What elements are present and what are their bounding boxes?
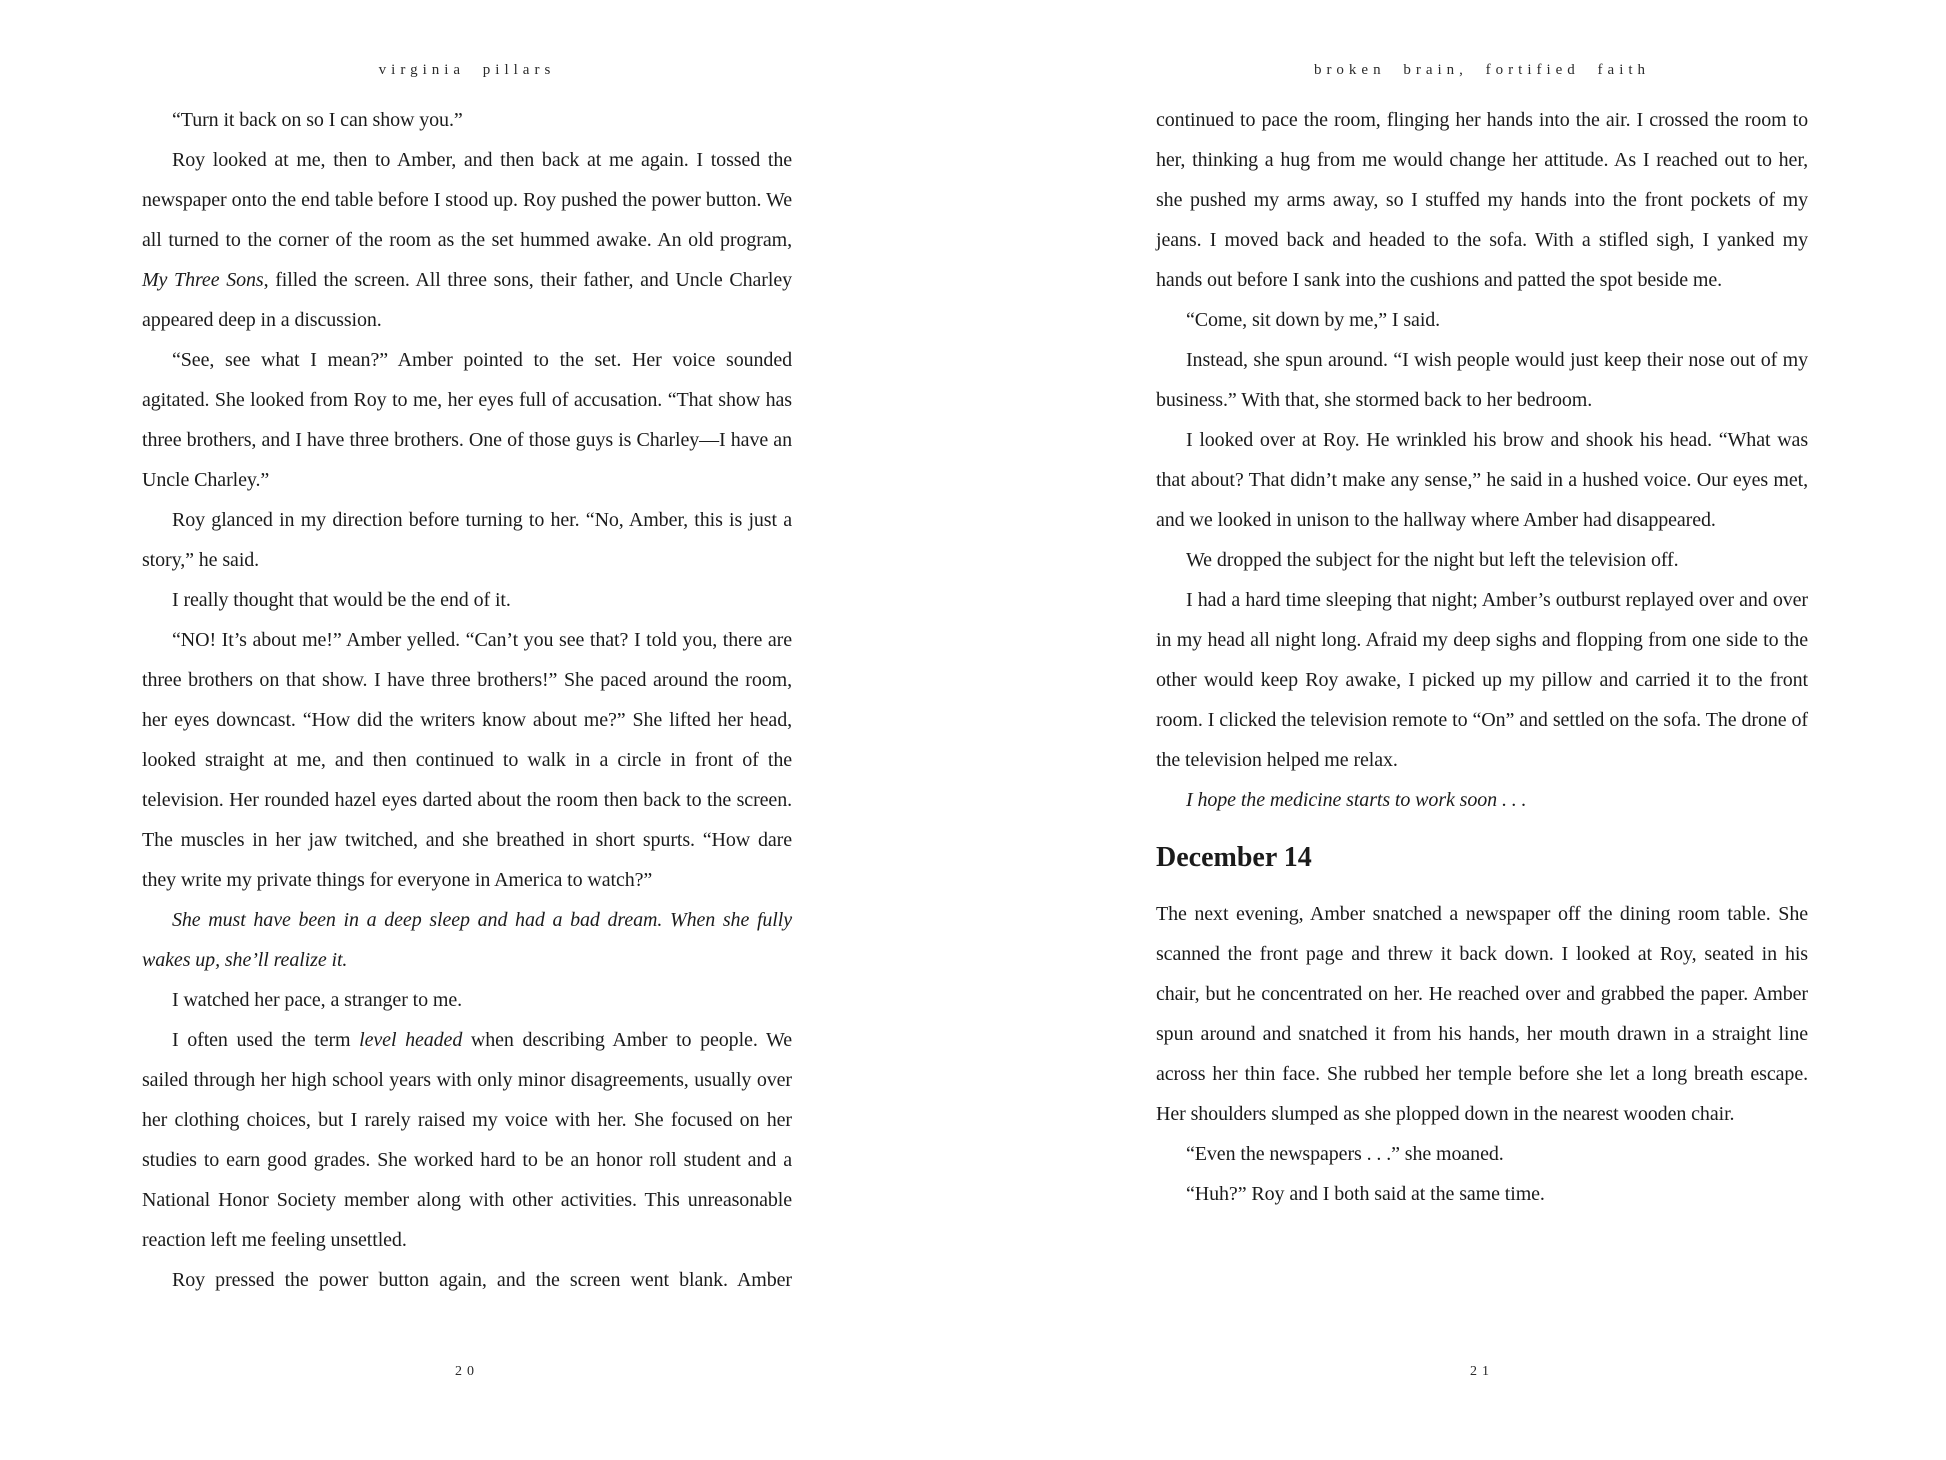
italic-text: I hope the medicine starts to work soon . . . (1186, 789, 1527, 811)
paragraph (1156, 1174, 1808, 1214)
italic-text: level headed (359, 1029, 463, 1051)
paragraph (1156, 780, 1808, 820)
running-header-title: broken brain, fortified faith (1313, 62, 1651, 78)
paragraph (142, 980, 792, 1020)
body-text: “Huh?” Roy and I both said at the same time. (1186, 1183, 1545, 1205)
paragraph (142, 340, 792, 500)
body-text: Roy looked at me, then to Amber, and then back at me again. I tossed the newspaper onto the end table before I stood up. Roy pushed the power button. We all turned to the corner of the room as the set hummed awake. An old program, (142, 149, 792, 251)
paragraph (142, 140, 792, 340)
body-text: I watched her pace, a stranger to me. (172, 989, 463, 1011)
paragraph (1156, 100, 1808, 300)
body-text: I really thought that would be the end of it. (172, 589, 511, 611)
page-right (973, 0, 1946, 1460)
italic-text: My Three Sons (142, 269, 264, 291)
body-text-right (1156, 100, 1808, 1214)
paragraph (1156, 340, 1808, 420)
body-text: , filled the screen. All three sons, their father, and Uncle Charley appeared deep in a discussion. (142, 269, 792, 331)
paragraph (142, 100, 792, 140)
body-text: The next evening, Amber snatched a newspaper off the dining room table. She scanned the front page and threw it back down. I looked at Roy, seated in his chair, but he concentrated on her. He reached over and grabbed the paper. Amber spun around and snatched it from his hands, her mouth drawn in a straight line across her thin face. She rubbed her temple before she let a long breath escape. Her shoulders slumped as she plopped down in the nearest wooden chair. (1156, 903, 1808, 1125)
body-text: I had a hard time sleeping that night; Amber’s outburst replayed over and over in my head all night long. Afraid my deep sighs and flopping from one side to the other would keep Roy awake, I picked up my pillow and carried it to the front room. I clicked the television remote to “On” and settled on the sofa. The drone of the television helped me relax. (1156, 589, 1808, 771)
page-number-right: 21 (1470, 1364, 1494, 1379)
body-text: Roy glanced in my direction before turning to her. “No, Amber, this is just a story,” he said. (142, 509, 792, 571)
paragraph (1156, 540, 1808, 580)
body-text: “Come, sit down by me,” I said. (1186, 309, 1441, 331)
body-text: I looked over at Roy. He wrinkled his brow and shook his head. “What was that about? That didn’t make any sense,” he said in a hushed voice. Our eyes met, and we looked in unison to the hallway where Amber had disappeared. (1156, 429, 1808, 531)
paragraph (1156, 894, 1808, 1134)
body-text: “See, see what I mean?” Amber pointed to the set. Her voice sounded agitated. She looked from Roy to me, her eyes full of accusation. “That show has three brothers, and I have three brothers. One of those guys is Charley—I have an Uncle Charley.” (142, 349, 792, 491)
section-heading: December 14 (1156, 842, 1312, 873)
body-text-left (142, 100, 792, 1300)
page-number-left: 20 (455, 1364, 479, 1379)
body-text: “Even the newspapers . . .” she moaned. (1186, 1143, 1504, 1165)
paragraph (1156, 1134, 1808, 1174)
body-text: “NO! It’s about me!” Amber yelled. “Can’t you see that? I told you, there are three brothers on that show. I have three brothers!” She paced around the room, her eyes downcast. “How did the writers know about me?” She lifted her head, looked straight at me, and then continued to walk in a circle in front of the television. Her rounded hazel eyes darted about the room then back to the screen. The muscles in her jaw twitched, and she breathed in short spurts. “How dare they write my private things for everyone in America to watch?” (142, 629, 792, 891)
running-header-author: virginia pillars (378, 62, 556, 78)
body-text: when describing Amber to people. We sailed through her high school years with only minor disagreements, usually over her clothing choices, but I rarely raised my voice with her. She focused on her studies to earn good grades. She worked hard to be an honor roll student and a National Honor Society member along with other activities. This unreasonable reaction left me feeling unsettled. (142, 1029, 792, 1251)
paragraph (1156, 300, 1808, 340)
paragraph (142, 1020, 792, 1260)
body-text: Instead, she spun around. “I wish people would just keep their nose out of my business.” With that, she stormed back to her bedroom. (1156, 349, 1808, 411)
italic-text: She must have been in a deep sleep and had a bad dream. When she fully wakes up, she’ll realize it. (142, 909, 792, 971)
body-text: “Turn it back on so I can show you.” (172, 109, 463, 131)
paragraph (142, 620, 792, 900)
paragraph (142, 500, 792, 580)
paragraph (142, 1260, 792, 1300)
paragraph (1156, 420, 1808, 540)
body-text: We dropped the subject for the night but left the television off. (1186, 549, 1679, 571)
paragraph (142, 900, 792, 980)
body-text: I often used the term (172, 1029, 360, 1051)
body-text: continued to pace the room, flinging her hands into the air. I crossed the room to her, thinking a hug from me would change her attitude. As I reached out to her, she pushed my arms away, so I stuffed my hands into the front pockets of my jeans. I moved back and headed to the sofa. With a stifled sigh, I yanked my hands out before I sank into the cushions and patted the spot beside me. (1156, 109, 1808, 291)
paragraph (1156, 580, 1808, 780)
paragraph (142, 580, 792, 620)
body-text: Roy pressed the power button again, and the screen went blank. Amber (172, 1269, 792, 1291)
